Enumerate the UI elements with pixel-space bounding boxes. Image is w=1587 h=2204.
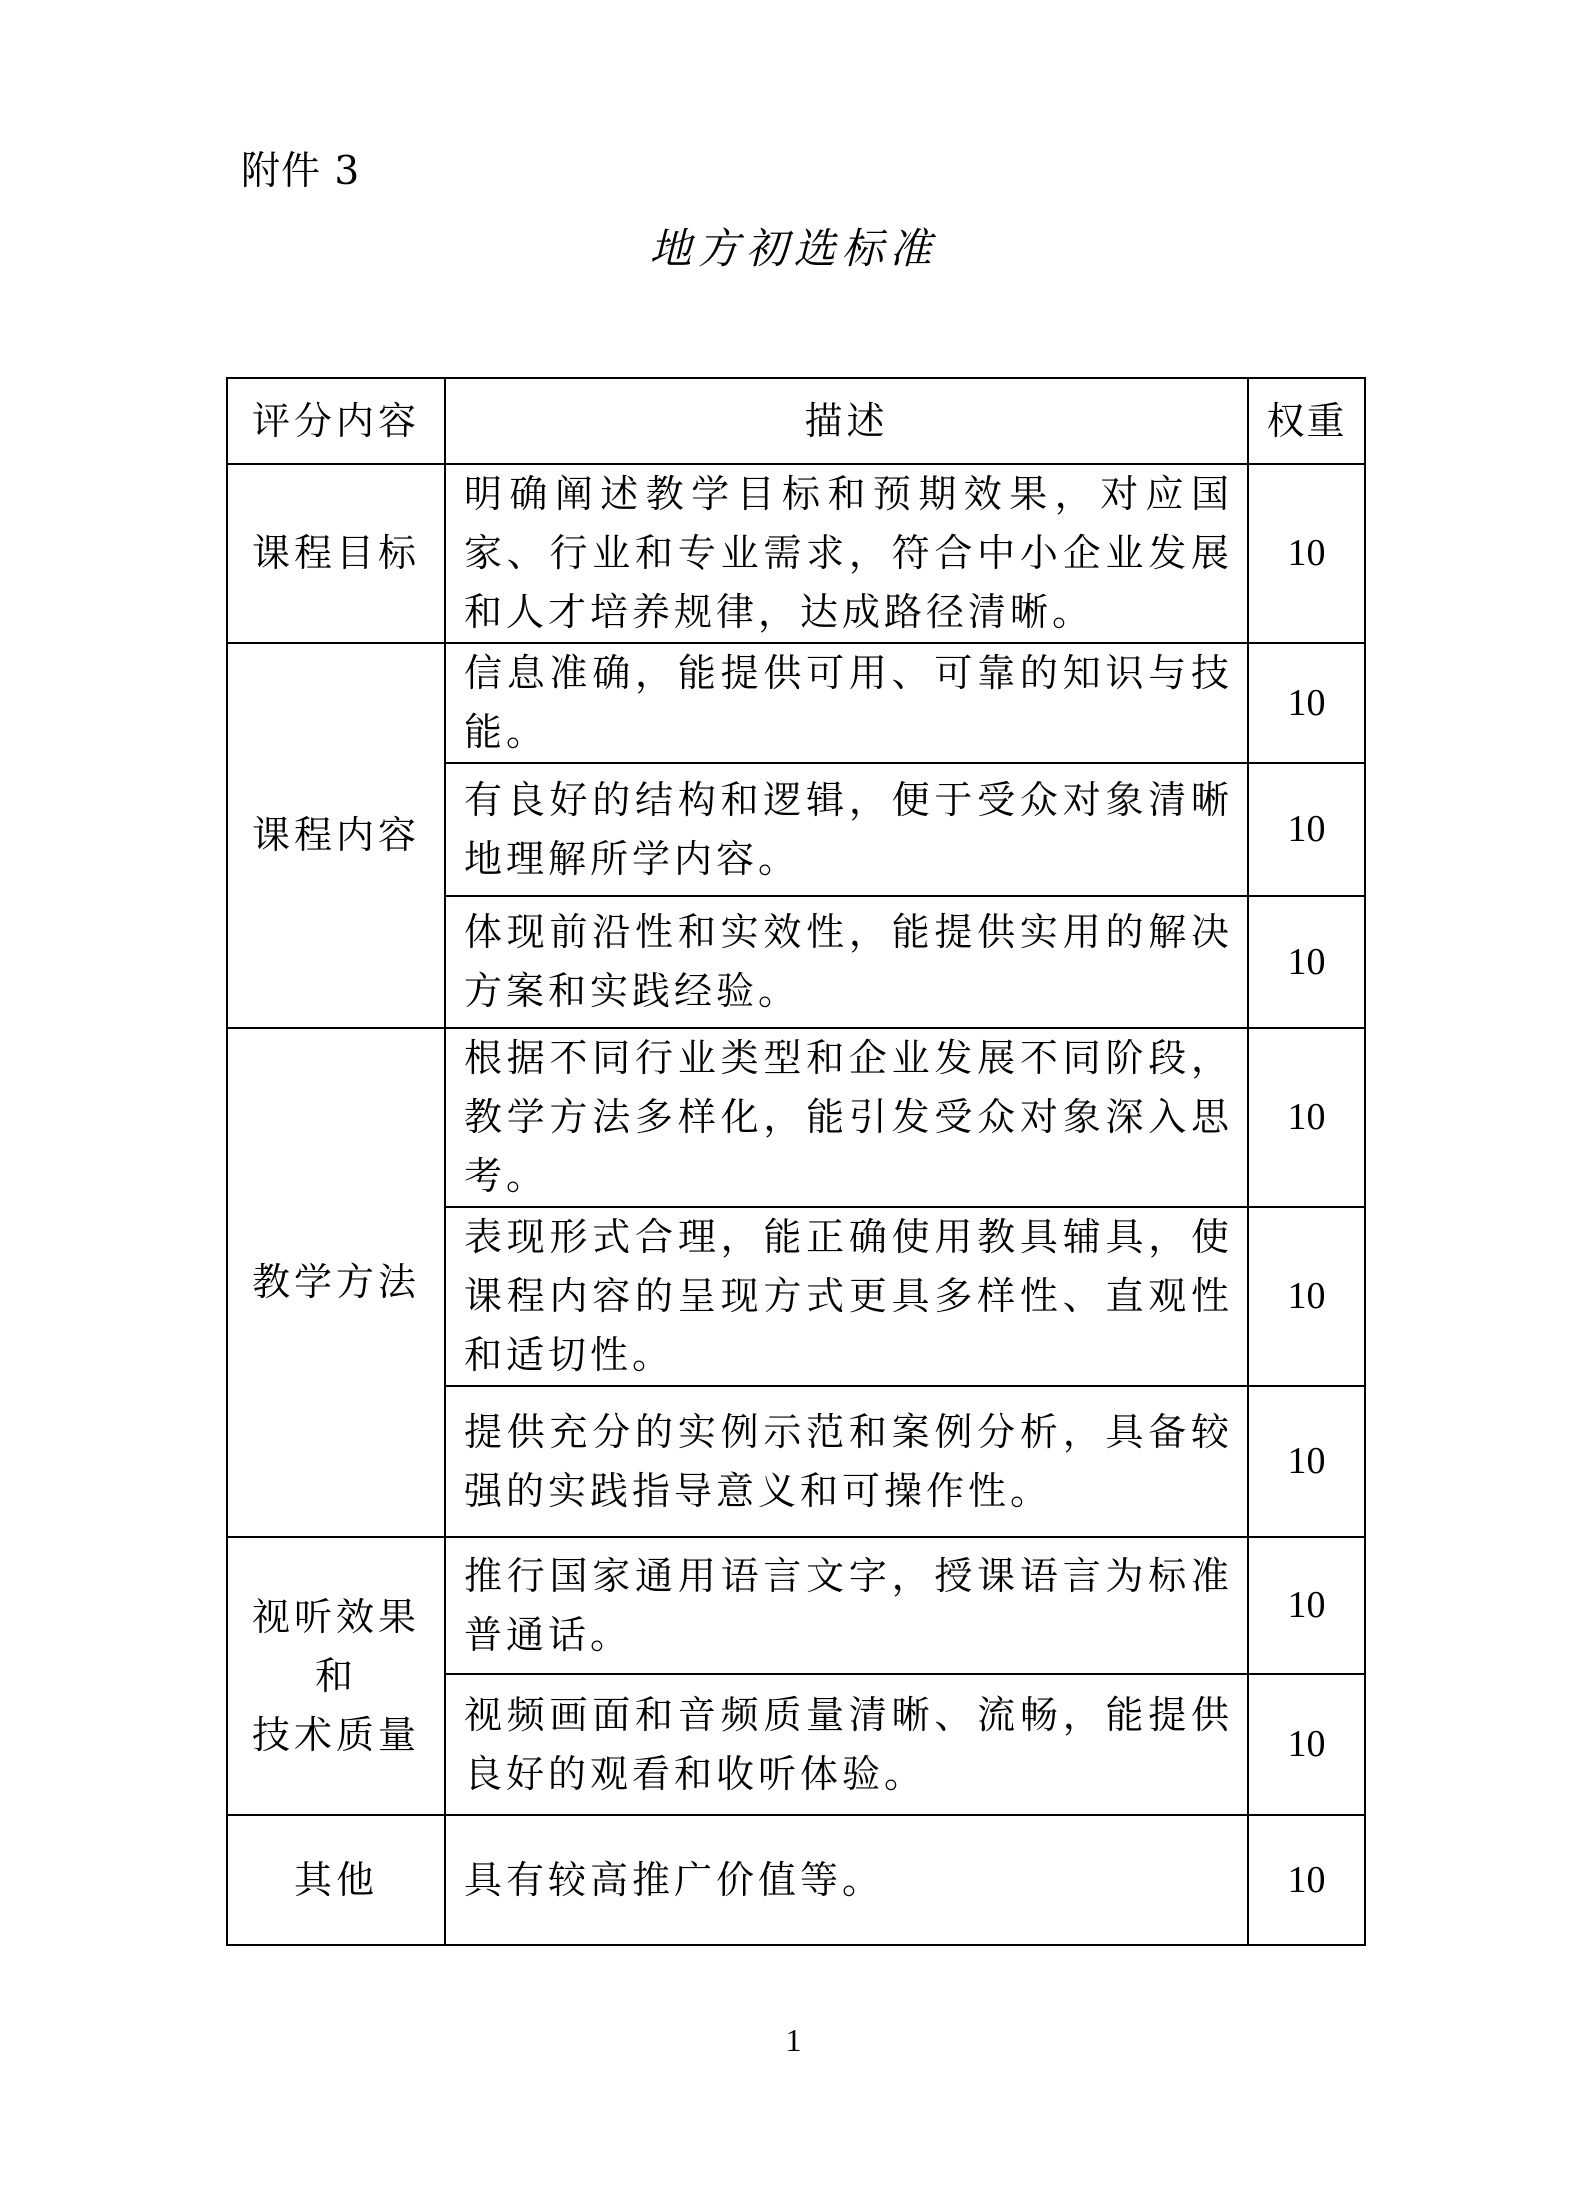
weight-cell: 10 [1248,1815,1365,1945]
category-label-line-3: 技术质量 [251,1712,420,1757]
weight-cell: 10 [1248,464,1365,643]
description-cell: 视频画面和音频质量清晰、流畅，能提供良好的观看和收听体验。 [445,1674,1248,1815]
category-label: 其他 [293,1857,378,1902]
table-row [227,464,1365,643]
weight-cell: 10 [1248,1207,1365,1386]
description-cell: 体现前沿性和实效性，能提供实用的解决方案和实践经验。 [445,896,1248,1028]
table-row [227,1815,1365,1945]
description-cell: 根据不同行业类型和企业发展不同阶段，教学方法多样化，能引发受众对象深入思考。 [445,1028,1248,1207]
description-cell: 提供充分的实例示范和案例分析，具备较强的实践指导意义和可操作性。 [445,1386,1248,1537]
table-row [227,1028,1365,1207]
weight-cell: 10 [1248,1674,1365,1815]
category-cell [227,464,445,643]
weight-cell: 10 [1248,643,1365,763]
document-title: 地方初选标准 [649,224,938,273]
table-row [227,1537,1365,1674]
description-cell: 有良好的结构和逻辑，便于受众对象清晰地理解所学内容。 [445,763,1248,896]
header-weight: 权重 [1248,378,1365,464]
description-cell: 推行国家通用语言文字，授课语言为标准普通话。 [445,1537,1248,1674]
category-label: 课程目标 [251,531,420,575]
category-label-line-1: 视听效果 [251,1594,420,1639]
table-header-row [227,378,1365,464]
category-cell [227,1815,445,1945]
description-cell: 表现形式合理，能正确使用教具辅具，使课程内容的呈现方式更具多样性、直观性和适切性。 [445,1207,1248,1386]
category-label: 教学方法 [251,1260,420,1304]
category-label-line-2: 和 [314,1653,357,1698]
category-cell [227,1028,445,1537]
weight-cell: 10 [1248,1386,1365,1537]
description-cell: 信息准确，能提供可用、可靠的知识与技能。 [445,643,1248,763]
description-cell: 明确阐述教学目标和预期效果，对应国家、行业和专业需求，符合中小企业发展和人才培养规律，达成路径清晰。 [445,464,1248,643]
criteria-table [226,377,1366,1946]
weight-cell: 10 [1248,896,1365,1028]
description-cell: 具有较高推广价值等。 [445,1815,1248,1945]
weight-cell: 10 [1248,763,1365,896]
header-category: 评分内容 [227,378,445,464]
category-label: 课程内容 [251,813,420,857]
table-row [227,643,1365,763]
page-number: 1 [785,2022,802,2058]
attachment-label: 附件 3 [241,149,361,194]
category-cell [227,643,445,1028]
weight-cell: 10 [1248,1537,1365,1674]
header-description: 描述 [445,378,1248,464]
category-cell [227,1537,445,1815]
weight-cell: 10 [1248,1028,1365,1207]
